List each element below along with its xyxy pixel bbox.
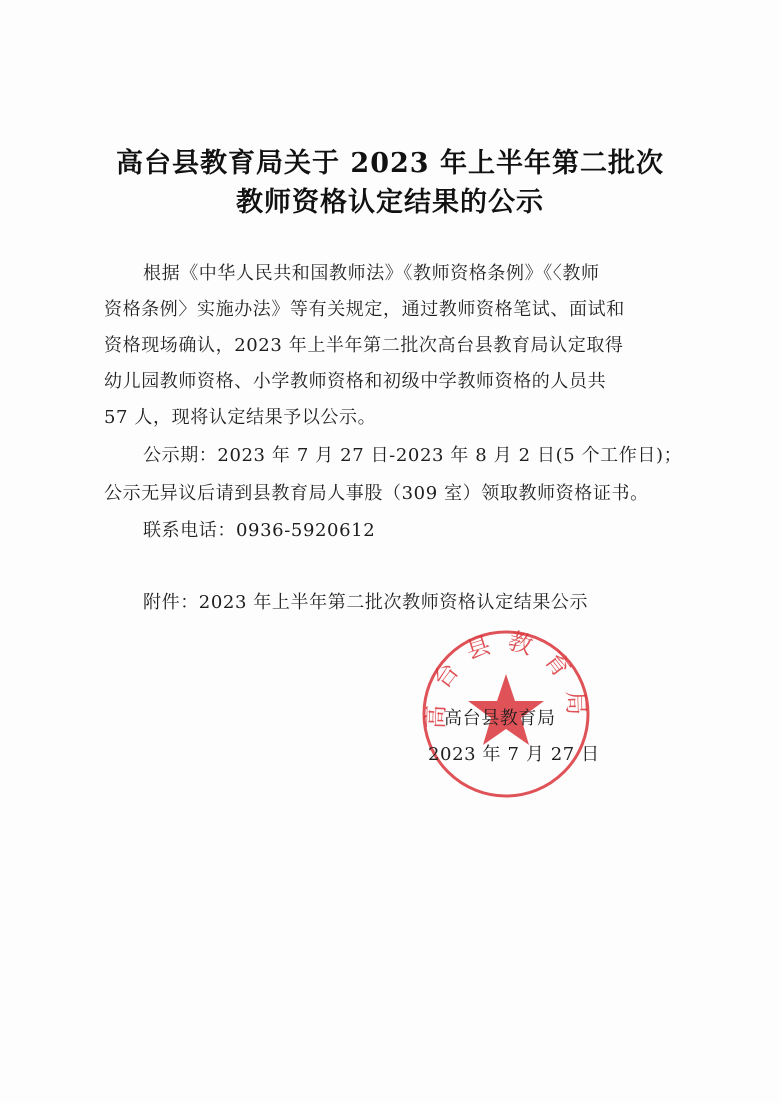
contact-line: 联系电话：0936-5920612 <box>143 520 376 541</box>
paragraph1-line: 根据《中华人民共和国教师法》《教师资格条例》《〈教师 <box>143 263 600 284</box>
document-title-line1: 高台县教育局关于 2023 年上半年第二批次 <box>116 148 664 179</box>
paragraph1-line: 幼儿园教师资格、小学教师资格和初级中学教师资格的人员共 <box>104 371 607 392</box>
signature-date: 2023 年 7 月 27 日 <box>428 744 600 765</box>
svg-text:高台县教育局: 高台县教育局 <box>421 628 591 730</box>
paragraph2-line: 公示无异议后请到县教育局人事股（309 室）领取教师资格证书。 <box>104 483 649 504</box>
paragraph1-line: 资格现场确认，2023 年上半年第二批次高台县教育局认定取得 <box>104 335 624 356</box>
paragraph1-line: 资格条例〉实施办法》等有关规定，通过教师资格笔试、面试和 <box>104 299 625 320</box>
paragraph2-line: 公示期：2023 年 7 月 27 日-2023 年 8 月 2 日(5 个工作日)； <box>143 445 683 466</box>
paragraph1-line: 57 人，现将认定结果予以公示。 <box>104 407 377 428</box>
signature-organization: 高台县教育局 <box>444 708 556 729</box>
attachment-line: 附件：2023 年上半年第二批次教师资格认定结果公示 <box>143 592 589 613</box>
document-title-line2: 教师资格认定结果的公示 <box>236 187 544 218</box>
